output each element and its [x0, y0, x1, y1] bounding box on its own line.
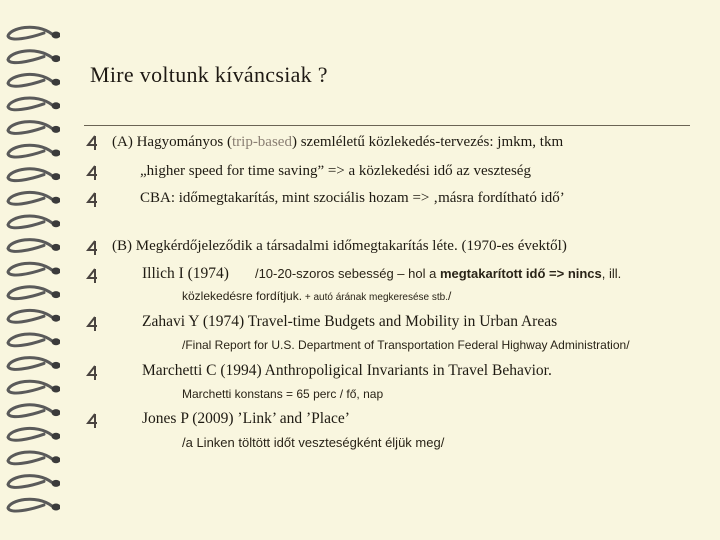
binding-ring [8, 169, 60, 181]
binding-ring [8, 287, 60, 299]
item-illich [142, 265, 621, 283]
item-a-speed: „higher speed for time saving” => a közlekedési idő az veszteség [140, 163, 531, 179]
binding-ring [8, 263, 60, 275]
checkbox-4-icon [86, 268, 100, 284]
binding-ring [8, 240, 60, 252]
checkbox-4-icon [86, 165, 100, 181]
checkbox-4-icon [86, 192, 100, 208]
binding-ring [8, 192, 60, 204]
binding-ring [8, 216, 60, 228]
checkbox-4-icon [86, 240, 100, 256]
zahavi-note: /Final Report for U.S. Department of Transportation Federal Highway Administration/ [182, 338, 630, 352]
binding-ring [8, 310, 60, 322]
item-zahavi: Zahavi Y (1974) Travel-time Budgets and Mobility in Urban Areas [142, 313, 558, 330]
illich-reference: Illich I (1974) [142, 265, 229, 282]
binding-ring [8, 98, 60, 110]
binding-ring [8, 499, 60, 511]
binding-ring [8, 452, 60, 464]
item-a-heading: (A) Hagyományos (trip-based) szemléletű közlekedés-tervezés: jmkm, tkm [112, 134, 564, 150]
spiral-binding-decoration [0, 0, 60, 540]
binding-ring [8, 428, 60, 440]
binding-ring [8, 27, 60, 39]
binding-ring [8, 334, 60, 346]
binding-ring [8, 145, 60, 157]
trip-based-term: trip-based [231, 134, 292, 150]
checkbox-4-icon [86, 316, 100, 332]
item-jones: Jones P (2009) ’Link’ and ’Place’ [142, 410, 350, 427]
checkbox-4-icon [86, 413, 100, 429]
checkbox-4-icon [86, 135, 100, 151]
checkbox-4-icon [86, 365, 100, 381]
binding-ring [8, 381, 60, 393]
illich-note: /10-20-szoros sebesség – hol a megtakarított idő => nincs, ill. [254, 266, 622, 281]
item-marchetti: Marchetti C (1994) Anthropoligical Invariants in Travel Behavior. [142, 362, 552, 379]
title-divider [84, 125, 690, 126]
marchetti-note: Marchetti konstans = 65 perc / fő, nap [182, 387, 384, 401]
binding-ring [8, 358, 60, 370]
item-b-heading: (B) Megkérdőjeleződik a társadalmi időmegtakarítás léte. (1970-es évektől) [112, 238, 567, 254]
jones-note: /a Linken töltött időt veszteségként éljük meg/ [182, 435, 445, 450]
binding-ring [8, 122, 60, 134]
binding-ring [8, 74, 60, 86]
slide-title: Mire voltunk kíváncsiak ? [90, 62, 328, 87]
item-a-cba: CBA: időmegtakarítás, mint szociális hozam => ‚másra fordítható idő’ [140, 190, 565, 206]
binding-ring [8, 405, 60, 417]
illich-note-cont: közlekedésre fordítjuk. + autó árának megkeresése stb./ [182, 289, 452, 303]
binding-ring [8, 51, 60, 63]
binding-ring [8, 476, 60, 488]
